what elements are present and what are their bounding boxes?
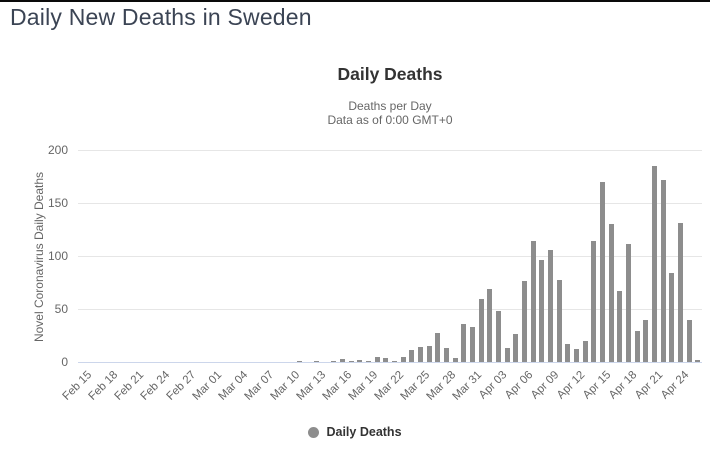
x-axis-line xyxy=(78,362,702,363)
bar-mar-30[interactable] xyxy=(461,324,466,362)
bar-mar-19[interactable] xyxy=(366,361,371,362)
y-axis-title: Novel Coronavirus Daily Deaths xyxy=(32,171,46,343)
x-tick-label-feb-24: Feb 24 xyxy=(138,369,172,403)
legend-item-daily-deaths[interactable] xyxy=(0,425,710,439)
y-gridline-200 xyxy=(78,150,702,151)
bar-apr-23[interactable] xyxy=(669,273,674,362)
bar-apr-15[interactable] xyxy=(600,182,605,362)
y-tick-label-0: 0 xyxy=(61,355,68,369)
bar-mar-25[interactable] xyxy=(418,347,423,362)
bar-apr-21[interactable] xyxy=(652,166,657,362)
bar-apr-11[interactable] xyxy=(565,344,570,362)
y-tick-label-150: 150 xyxy=(47,196,68,210)
y-tick-label-200: 200 xyxy=(47,143,68,157)
bar-apr-14[interactable] xyxy=(591,241,596,362)
x-tick-label-apr-12: Apr 12 xyxy=(555,369,588,402)
x-tick-label-mar-01: Mar 01 xyxy=(190,369,224,403)
bar-mar-18[interactable] xyxy=(357,360,362,362)
y-gridline-150 xyxy=(78,203,702,204)
x-tick-label-mar-19: Mar 19 xyxy=(346,369,380,403)
x-tick-label-feb-15: Feb 15 xyxy=(60,369,94,403)
bar-mar-21[interactable] xyxy=(383,358,388,362)
plot-area xyxy=(0,42,710,458)
chart-subtitle-line1: Deaths per Day xyxy=(348,99,432,113)
bar-mar-23[interactable] xyxy=(401,357,406,362)
bar-apr-26[interactable] xyxy=(695,360,700,362)
x-tick-label-mar-07: Mar 07 xyxy=(242,369,276,403)
bar-apr-20[interactable] xyxy=(643,320,648,362)
chart-title: Daily Deaths xyxy=(337,64,443,84)
bar-apr-12[interactable] xyxy=(574,349,579,362)
x-tick-label-apr-06: Apr 06 xyxy=(503,369,536,402)
bar-mar-15[interactable] xyxy=(331,361,336,362)
bar-mar-24[interactable] xyxy=(409,350,414,362)
legend-series-marker-icon xyxy=(308,427,319,438)
bar-mar-26[interactable] xyxy=(427,346,432,362)
daily-deaths-chart xyxy=(0,42,710,458)
bar-apr-08[interactable] xyxy=(539,260,544,362)
x-tick-label-mar-25: Mar 25 xyxy=(398,369,432,403)
bar-apr-05[interactable] xyxy=(513,334,518,362)
chart-subtitle-line2: Data as of 0:00 GMT+0 xyxy=(327,113,453,127)
y-tick-label-100: 100 xyxy=(47,249,68,263)
bar-mar-16[interactable] xyxy=(340,359,345,362)
x-tick-label-mar-10: Mar 10 xyxy=(268,369,302,403)
bar-apr-10[interactable] xyxy=(557,280,562,362)
x-tick-label-mar-04: Mar 04 xyxy=(216,369,250,403)
bar-apr-09[interactable] xyxy=(548,250,553,362)
bar-mar-13[interactable] xyxy=(314,361,319,362)
bar-apr-02[interactable] xyxy=(487,289,492,362)
x-tick-label-apr-09: Apr 09 xyxy=(529,369,562,402)
bar-mar-27[interactable] xyxy=(435,333,440,362)
x-tick-label-apr-18: Apr 18 xyxy=(607,369,640,402)
bar-apr-25[interactable] xyxy=(687,320,692,362)
bar-apr-22[interactable] xyxy=(661,180,666,362)
x-tick-label-mar-13: Mar 13 xyxy=(294,369,328,403)
x-tick-label-mar-16: Mar 16 xyxy=(320,369,354,403)
bar-apr-13[interactable] xyxy=(583,341,588,362)
bar-mar-29[interactable] xyxy=(453,358,458,362)
bar-apr-17[interactable] xyxy=(617,291,622,362)
x-tick-label-mar-31: Mar 31 xyxy=(450,369,484,403)
x-tick-label-apr-15: Apr 15 xyxy=(581,369,614,402)
x-tick-label-apr-24: Apr 24 xyxy=(659,369,692,402)
bar-mar-20[interactable] xyxy=(375,357,380,362)
bar-apr-04[interactable] xyxy=(505,348,510,362)
bar-apr-24[interactable] xyxy=(678,223,683,362)
x-tick-label-feb-21: Feb 21 xyxy=(112,369,146,403)
bar-mar-28[interactable] xyxy=(444,348,449,362)
bar-apr-19[interactable] xyxy=(635,331,640,362)
bar-apr-18[interactable] xyxy=(626,244,631,362)
bar-apr-03[interactable] xyxy=(496,311,501,362)
legend-series-label: Daily Deaths xyxy=(326,425,402,439)
y-tick-label-50: 50 xyxy=(54,302,68,316)
x-tick-label-feb-18: Feb 18 xyxy=(86,369,120,403)
bar-apr-01[interactable] xyxy=(479,299,484,362)
x-tick-label-apr-21: Apr 21 xyxy=(633,369,666,402)
x-tick-label-apr-03: Apr 03 xyxy=(477,369,510,402)
bar-mar-17[interactable] xyxy=(349,361,354,362)
x-tick-label-mar-22: Mar 22 xyxy=(372,369,406,403)
bar-mar-22[interactable] xyxy=(392,361,397,362)
bar-apr-06[interactable] xyxy=(522,281,527,362)
x-tick-label-feb-27: Feb 27 xyxy=(164,369,198,403)
bar-apr-07[interactable] xyxy=(531,241,536,362)
page-title: Daily New Deaths in Sweden xyxy=(10,4,312,30)
bar-mar-31[interactable] xyxy=(470,327,475,362)
bar-mar-11[interactable] xyxy=(297,361,302,362)
x-tick-label-mar-28: Mar 28 xyxy=(424,369,458,403)
bar-apr-16[interactable] xyxy=(609,224,614,362)
